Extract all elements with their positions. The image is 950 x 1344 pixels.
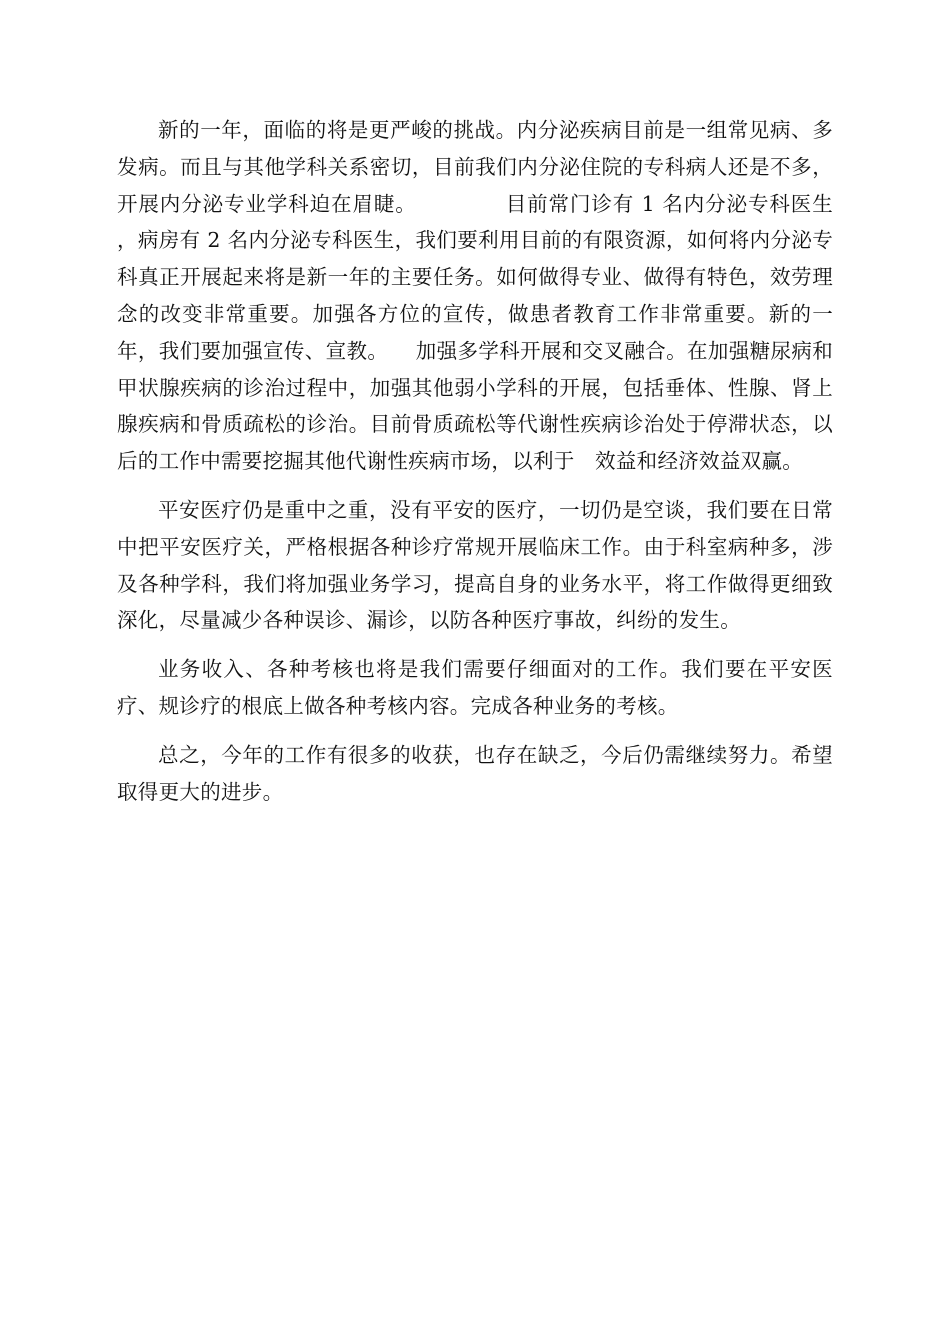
paragraph-safety: 平安医疗仍是重中之重，没有平安的医疗，一切仍是空谈，我们要在日常中把平安医疗关，严格根据各种诊疗常规开展临床工作。由于科室病种多，涉及各种学科，我们将加强业务学习，提高自身的业务水平，将工作做得更细致深化，尽量减少各种误诊、漏诊，以防各种医疗事故，纠纷的发生。 — [117, 497, 833, 633]
paragraph-conclusion: 总之，今年的工作有很多的收获，也存在缺乏，今后仍需继续努力。希望取得更大的进步。 — [117, 742, 833, 804]
document-body — [117, 112, 861, 822]
paragraph-plans: 新的一年，面临的将是更严峻的挑战。内分泌疾病目前是一组常见病、多发病。而且与其他学科关系密切，目前我们内分泌住院的专科病人还是不多，开展内分泌专业学科迫在眉睫。 目前常门诊有 1 名内分泌专科医生 ，病房有 2 名内分泌专科医生，我们要利用目前的有限资源，如何将内分泌专科真正开展起来将是新一年的主要任务。如何做得专业、做得有特色，效劳理念的改变非常重要。加强各方位的宣传，做患者教育工作非常重要。新的一年，我们要加强宣传、宣教。 加强多学科开展和交叉融合。在加强糖尿病和甲状腺疾病的诊治过程中，加强其他弱小学科的开展，包括垂体、性腺、肾上腺疾病和骨质疏松的诊治。目前骨质疏松等代谢性疾病诊治处于停滞状态，以后的工作中需要挖掘其他代谢性疾病市场，以利于 效益和经济效益双赢。 — [117, 118, 861, 474]
paragraph-assessment: 业务收入、各种考核也将是我们需要仔细面对的工作。我们要在平安医疗、规诊疗的根底上做各种考核内容。完成各种业务的考核。 — [117, 657, 833, 718]
